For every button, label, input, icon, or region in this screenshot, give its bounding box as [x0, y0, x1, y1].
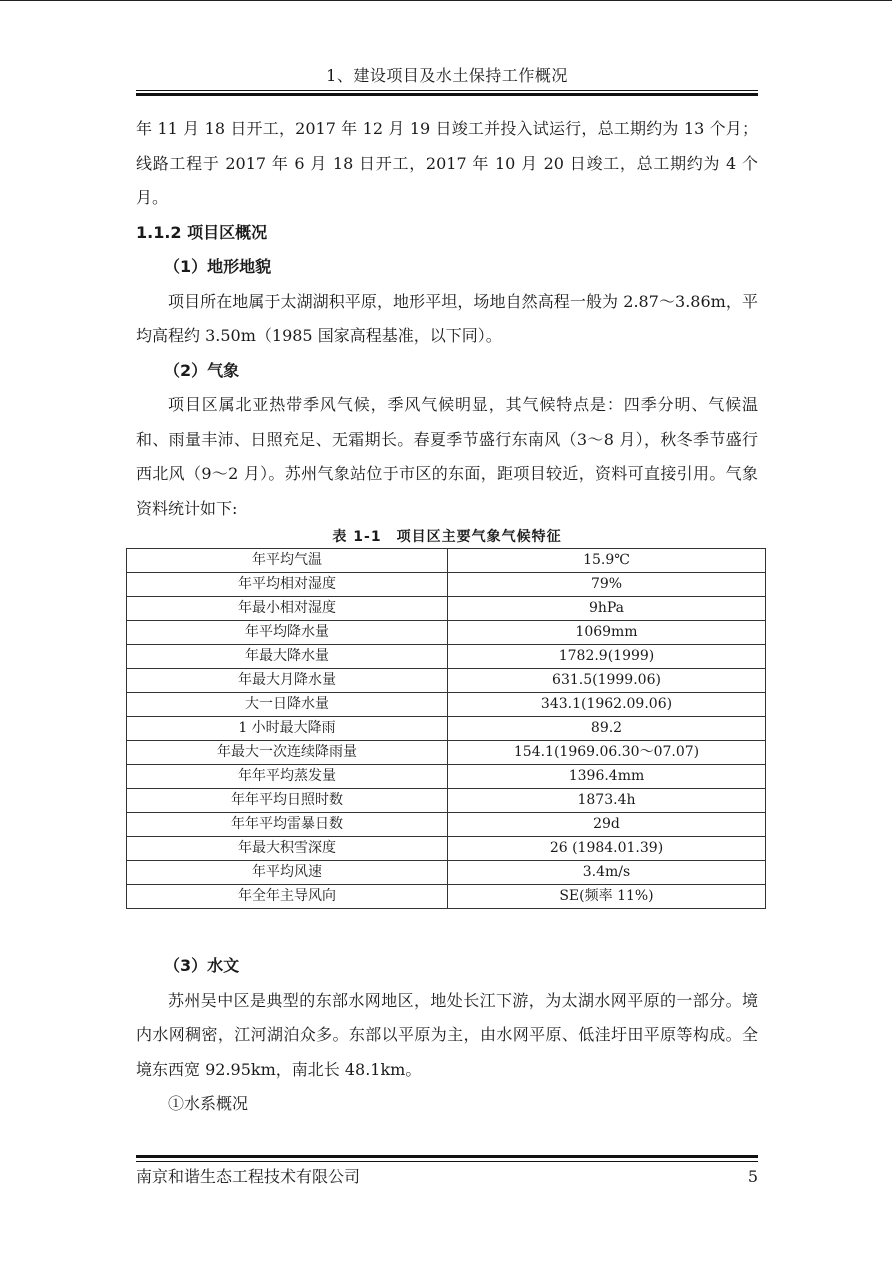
table-cell-label: 年年平均雷暴日数	[127, 813, 448, 837]
table-cell-label: 年最大月降水量	[127, 669, 448, 693]
paragraph-continuation: 年 11 月 18 日开工，2017 年 12 月 19 日竣工并投入试运行，总工期约为 13 个月；线路工程于 2017 年 6 月 18 日开工，2017 年 10 月 20 日竣工，总工期约为 4 个月。	[136, 119, 758, 207]
table-cell-label: 年全年主导风向	[127, 885, 448, 909]
table-cell-label: 年年平均蒸发量	[127, 765, 448, 789]
header-rule-thick	[136, 93, 758, 96]
table-cell-label: 年平均风速	[127, 861, 448, 885]
table-cell-value: 15.9℃	[448, 549, 766, 573]
section-heading-1-1-2: 1.1.2 项目区概况	[136, 222, 268, 242]
table-cell-label: 年年平均日照时数	[127, 789, 448, 813]
table-cell-value: 154.1(1969.06.30～07.07)	[448, 741, 766, 765]
table-row	[127, 813, 766, 837]
subheading-climate: （2）气象	[164, 360, 240, 380]
table-cell-value: 79%	[448, 573, 766, 597]
footer-rule-thin	[136, 1161, 758, 1162]
header-rule-thin	[136, 90, 758, 91]
table-row	[127, 549, 766, 573]
table-row	[127, 885, 766, 909]
table-cell-label: 年最大一次连续降雨量	[127, 741, 448, 765]
footer-company: 南京和谐生态工程技术有限公司	[136, 1167, 361, 1186]
table-row	[127, 765, 766, 789]
table-cell-value: 89.2	[448, 717, 766, 741]
table-row	[127, 645, 766, 669]
table-row	[127, 861, 766, 885]
table-row	[127, 837, 766, 861]
table-row	[127, 573, 766, 597]
table-cell-value: 29d	[448, 813, 766, 837]
paragraph-climate: 项目区属北亚热带季风气候，季风气候明显，其气候特点是：四季分明、气候温和、雨量丰沛、日照充足、无霜期长。春夏季节盛行东南风（3～8 月），秋冬季节盛行西北风（9～2 月）。苏州气象站位于市区的东面，距项目较近，资料可直接引用。气象资料统计如下:	[136, 395, 758, 518]
paragraph-hydrology: 苏州吴中区是典型的东部水网地区，地处长江下游，为太湖水网平原的一部分。境内水网稠密，江河湖泊众多。东部以平原为主，由水网平原、低洼圩田平原等构成。全境东西宽 92.95km，南北长 48.1km。	[136, 990, 758, 1079]
table-caption: 表 1-1 项目区主要气象气候特征	[332, 529, 562, 545]
table-row	[127, 621, 766, 645]
running-header: 1、建设项目及水土保持工作概况	[326, 66, 568, 85]
table-cell-label: 年最小相对湿度	[127, 597, 448, 621]
table-row	[127, 717, 766, 741]
subheading-hydrology: （3）水文	[164, 956, 240, 975]
table-cell-value: 9hPa	[448, 597, 766, 621]
page-body	[136, 112, 758, 1122]
page-number: 5	[747, 1167, 758, 1186]
table-cell-value: 1873.4h	[448, 789, 766, 813]
table-cell-label: 年平均相对湿度	[127, 573, 448, 597]
table-cell-label: 1 小时最大降雨	[127, 717, 448, 741]
table-row	[127, 693, 766, 717]
table-cell-label: 大一日降水量	[127, 693, 448, 717]
table-cell-value: 343.1(1962.09.06)	[448, 693, 766, 717]
table-row	[127, 741, 766, 765]
table-cell-value: 631.5(1999.06)	[448, 669, 766, 693]
table-cell-value: 3.4m/s	[448, 861, 766, 885]
table-cell-value: 1782.9(1999)	[448, 645, 766, 669]
table-cell-label: 年最大积雪深度	[127, 837, 448, 861]
table-cell-value: 1069mm	[448, 621, 766, 645]
table-cell-label: 年最大降水量	[127, 645, 448, 669]
table-cell-label: 年平均降水量	[127, 621, 448, 645]
climate-table	[126, 548, 766, 909]
subheading-terrain: （1）地形地貌	[164, 257, 272, 276]
paragraph-terrain: 项目所在地属于太湖湖积平原，地形平坦，场地自然高程一般为 2.87～3.86m，平均高程约 3.50m（1985 国家高程基准，以下同）。	[136, 291, 758, 345]
table-cell-label: 年平均气温	[127, 549, 448, 573]
table-cell-value: 1396.4mm	[448, 765, 766, 789]
footer-rule-thick	[136, 1155, 758, 1158]
table-cell-value: 26 (1984.01.39)	[448, 837, 766, 861]
table-row	[127, 789, 766, 813]
subheading-water-system: ①水系概况	[168, 1094, 249, 1113]
page-top-border	[0, 0, 892, 1]
table-row	[127, 597, 766, 621]
table-row	[127, 669, 766, 693]
table-cell-value: SE(频率 11%)	[448, 885, 766, 909]
